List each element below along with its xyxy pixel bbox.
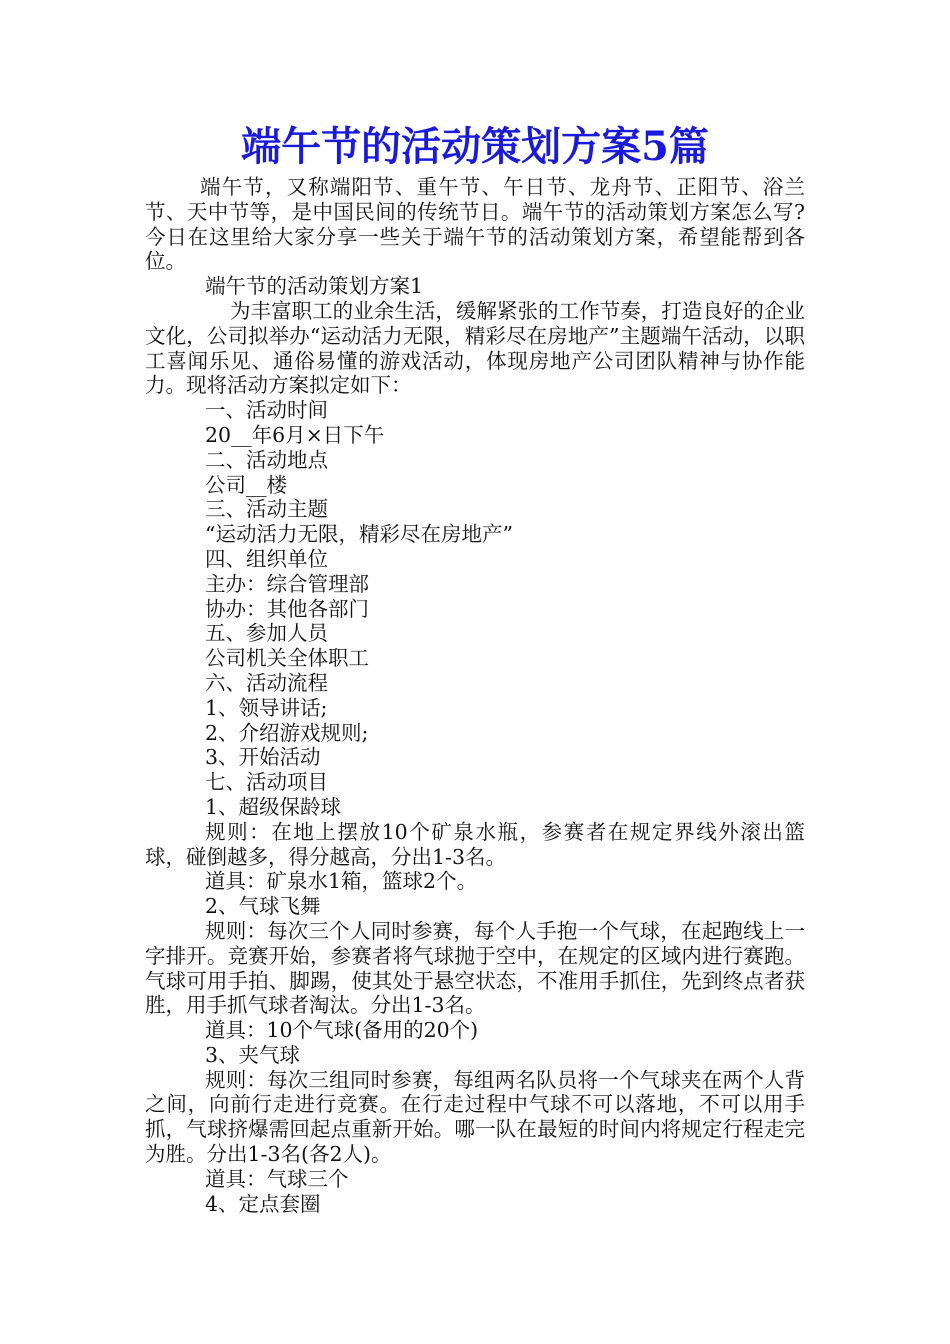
item-heading: 七、活动项目 xyxy=(205,770,328,795)
item-heading: 三、活动主题 xyxy=(205,497,328,522)
activity-heading: 1、超级保龄球 xyxy=(205,794,342,819)
item-text: 公司__楼 xyxy=(205,472,287,497)
intro-paragraph: 端午节，又称端阳节、重午节、午日节、龙舟节、正阳节、浴兰节、天中节等，是中国民间的传统节日。端午节的活动策划方案怎么写?今日在这里给大家分享一些关于端午节的活动策划方案，希望能帮到各位。 xyxy=(145,175,805,274)
item-heading: 六、活动流程 xyxy=(205,670,328,695)
item-heading: 一、活动时间 xyxy=(205,398,328,423)
document-body xyxy=(145,175,805,1216)
item-text: 协办：其他各部门 xyxy=(205,596,369,621)
item-text: “运动活力无限，精彩尽在房地产” xyxy=(205,522,513,547)
item-text: 20__年6月×日下午 xyxy=(205,422,385,447)
activity-heading: 3、夹气球 xyxy=(205,1042,301,1067)
rule-paragraph: 规则：每次三组同时参赛，每组两名队员将一个气球夹在两个人背之间，向前行走进行竞赛。在行走过程中气球不可以落地，不可以用手抓，气球挤爆需回起点重新开始。哪一队在最短的时间内将规定行程走完为胜。分出1-3名(各2人)。 xyxy=(145,1067,805,1167)
section-heading: 端午节的活动策划方案1 xyxy=(205,274,424,299)
document-title: 端午节的活动策划方案5篇 xyxy=(241,123,709,170)
rule-paragraph: 规则：在地上摆放10个矿泉水瓶，参赛者在规定界线外滚出篮球，碰倒越多，得分越高，分出1-3名。 xyxy=(145,819,805,869)
props-text: 道具：矿泉水1箱，篮球2个。 xyxy=(205,869,478,894)
item-heading: 四、组织单位 xyxy=(205,546,328,571)
item-heading: 五、参加人员 xyxy=(205,621,328,646)
rule-paragraph: 规则：每次三个人同时参赛，每个人手抱一个气球，在起跑线上一字排开。竞赛开始，参赛者将气球抛于空中，在规定的区域内进行赛跑。气球可用手拍、脚踢，使其处于悬空状态，不准用手抓住，先到终点者获胜，用手抓气球者淘汰。分出1-3名。 xyxy=(145,918,805,1018)
activity-heading: 4、定点套圈 xyxy=(205,1191,321,1216)
item-text: 1、领导讲话; xyxy=(205,695,328,720)
item-text: 2、介绍游戏规则; xyxy=(205,720,369,745)
item-heading: 二、活动地点 xyxy=(205,447,328,472)
item-text: 公司机关全体职工 xyxy=(205,646,369,671)
activity-heading: 2、气球飞舞 xyxy=(205,894,321,919)
plan-intro-paragraph: 为丰富职工的业余生活，缓解紧张的工作节奏，打造良好的企业文化，公司拟举办“运动活力无限，精彩尽在房地产”主题端午活动，以职工喜闻乐见、通俗易懂的游戏活动，体现房地产公司团队精神与协作能力。现将活动方案拟定如下： xyxy=(145,298,805,398)
item-text: 3、开始活动 xyxy=(205,745,321,770)
props-text: 道具：气球三个 xyxy=(205,1166,349,1191)
props-text: 道具：10个气球(备用的20个) xyxy=(205,1018,479,1043)
item-text: 主办：综合管理部 xyxy=(205,571,369,596)
